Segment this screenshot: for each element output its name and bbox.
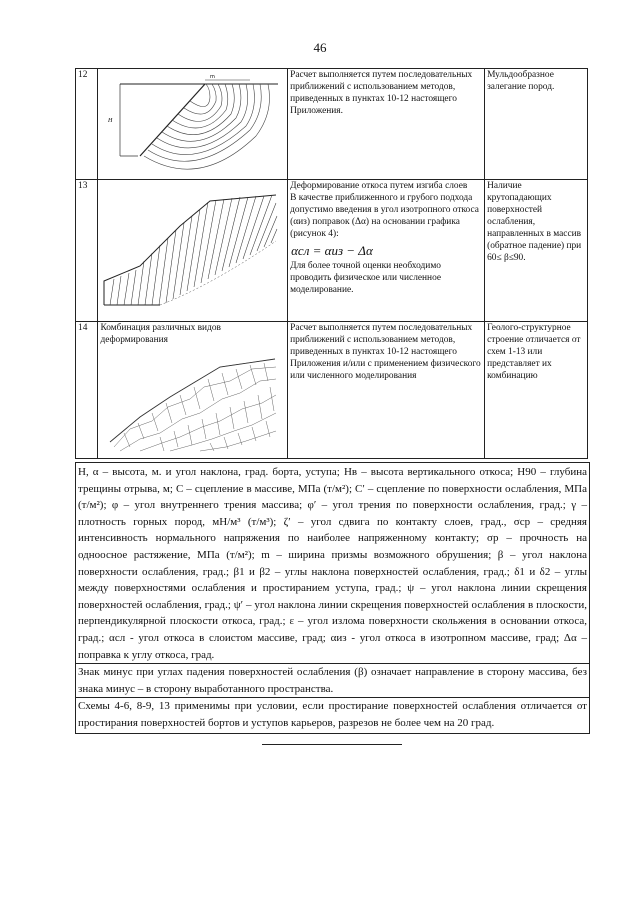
condition-cell: Геолого-структурное строение отличается от схем 1-13 или представляет их комбинацию (485, 322, 588, 459)
method-cell: Расчет выполняется путем последовательных приближений с использованием методов, приведенных в пунктах 10-12 настоящего Приложения и/или с применением физического или численного моделирования (288, 322, 485, 459)
height-label: H (108, 118, 113, 124)
figure-cell (98, 180, 288, 322)
table-row (76, 322, 588, 459)
condition-cell: Мульдообразное залегание пород. (485, 69, 588, 180)
schemes-table (75, 68, 588, 459)
method-approach: В качестве приближенного и грубого подхода допустимо введения в угол изотропного откоса (αиз) поправок (Δα) на основании графика (рисунок 4): (290, 192, 479, 239)
condition-cell: Наличие крутопадающих поверхностей ослабления, направленных в массив (обратное падение) при 60≤ β≤90. (485, 180, 588, 322)
svg-text:m: m (210, 74, 216, 80)
method-cell: Расчет выполняется путем последовательных приближений с использованием методов, приведенных в пунктах 10-12 настоящего Приложения. (288, 69, 485, 180)
method-title: Деформирование откоса путем изгиба слоев (290, 181, 468, 191)
table-row (76, 69, 588, 180)
divider-line (262, 744, 402, 745)
applicability-note: Схемы 4-6, 8-9, 13 применимы при условии, если простирание поверхностей ослабления отличается от простирания поверхностей бортов и уступов карьеров, разрезов не более чем на 20 град. (76, 697, 589, 731)
figure-caption: Комбинация различных видов деформирования (100, 323, 221, 345)
notation-legend: H, α – высота, м. и угол наклона, град. борта, уступа; Hв – высота вертикального откоса; H90 – глубина трещины отрыва, м; C – сцепление в массиве, МПа (т/м²); C′ – сцепление по поверхности ослабления, МПа (т/м²); φ – угол внутреннего трения массива; φ′ – угол трения по поверхности ослабления, град.; γ – плотность горных пород, мН/м³ (т/м³); ζ′ – угол сдвига по контакту слоев, град., σср – средняя интенсивность нормального напряжения по наиболее напряженному контакту; σр – прочность на одноосное растяжение, МПа (т/м²); m – ширина призмы возможного обрушения; β – угол наклона поверхности ослабления, град.; β1 и β2 – углы наклона поверхностей ослабления, град.; δ1 и δ2 – углы между поверхностями ослабления и простиранием уступа, град.; ψ – угол наклона линии скрещения поверхностей ослабления, град.; ψ′ – угол наклона линии скрещения поверхностей ослабления в плоскости, перпендикулярной плоскости откоса, град.; ε – угол излома поверхности скольжения в основании откоса, град.; αсл - угол откоса в слоистом массиве, град; αиз - угол откоса в изотропном массиве, град; Δα – поправка к углу откоса, град. (78, 466, 587, 661)
formula-slope-angle: αсл = αиз − Δα (291, 242, 373, 258)
page-number: 46 (313, 40, 327, 55)
scheme-14-figure (100, 347, 280, 452)
row-number: 12 (76, 69, 98, 180)
legend-block (75, 462, 590, 734)
table-row (76, 180, 588, 322)
scheme-12-figure (100, 70, 280, 174)
figure-cell (98, 322, 288, 459)
method-cell (288, 180, 485, 322)
row-number: 13 (76, 180, 98, 322)
method-note: Для более точной оценки необходимо проводить физическое или численное моделирование. (290, 261, 442, 296)
sign-note: Знак минус при углах падения поверхностей ослабления (β) означает направление в сторону массива, без знака минус – в сторону выработанного пространства. (76, 663, 589, 697)
scheme-13-figure (100, 181, 280, 316)
figure-cell (98, 69, 288, 180)
row-number: 14 (76, 322, 98, 459)
